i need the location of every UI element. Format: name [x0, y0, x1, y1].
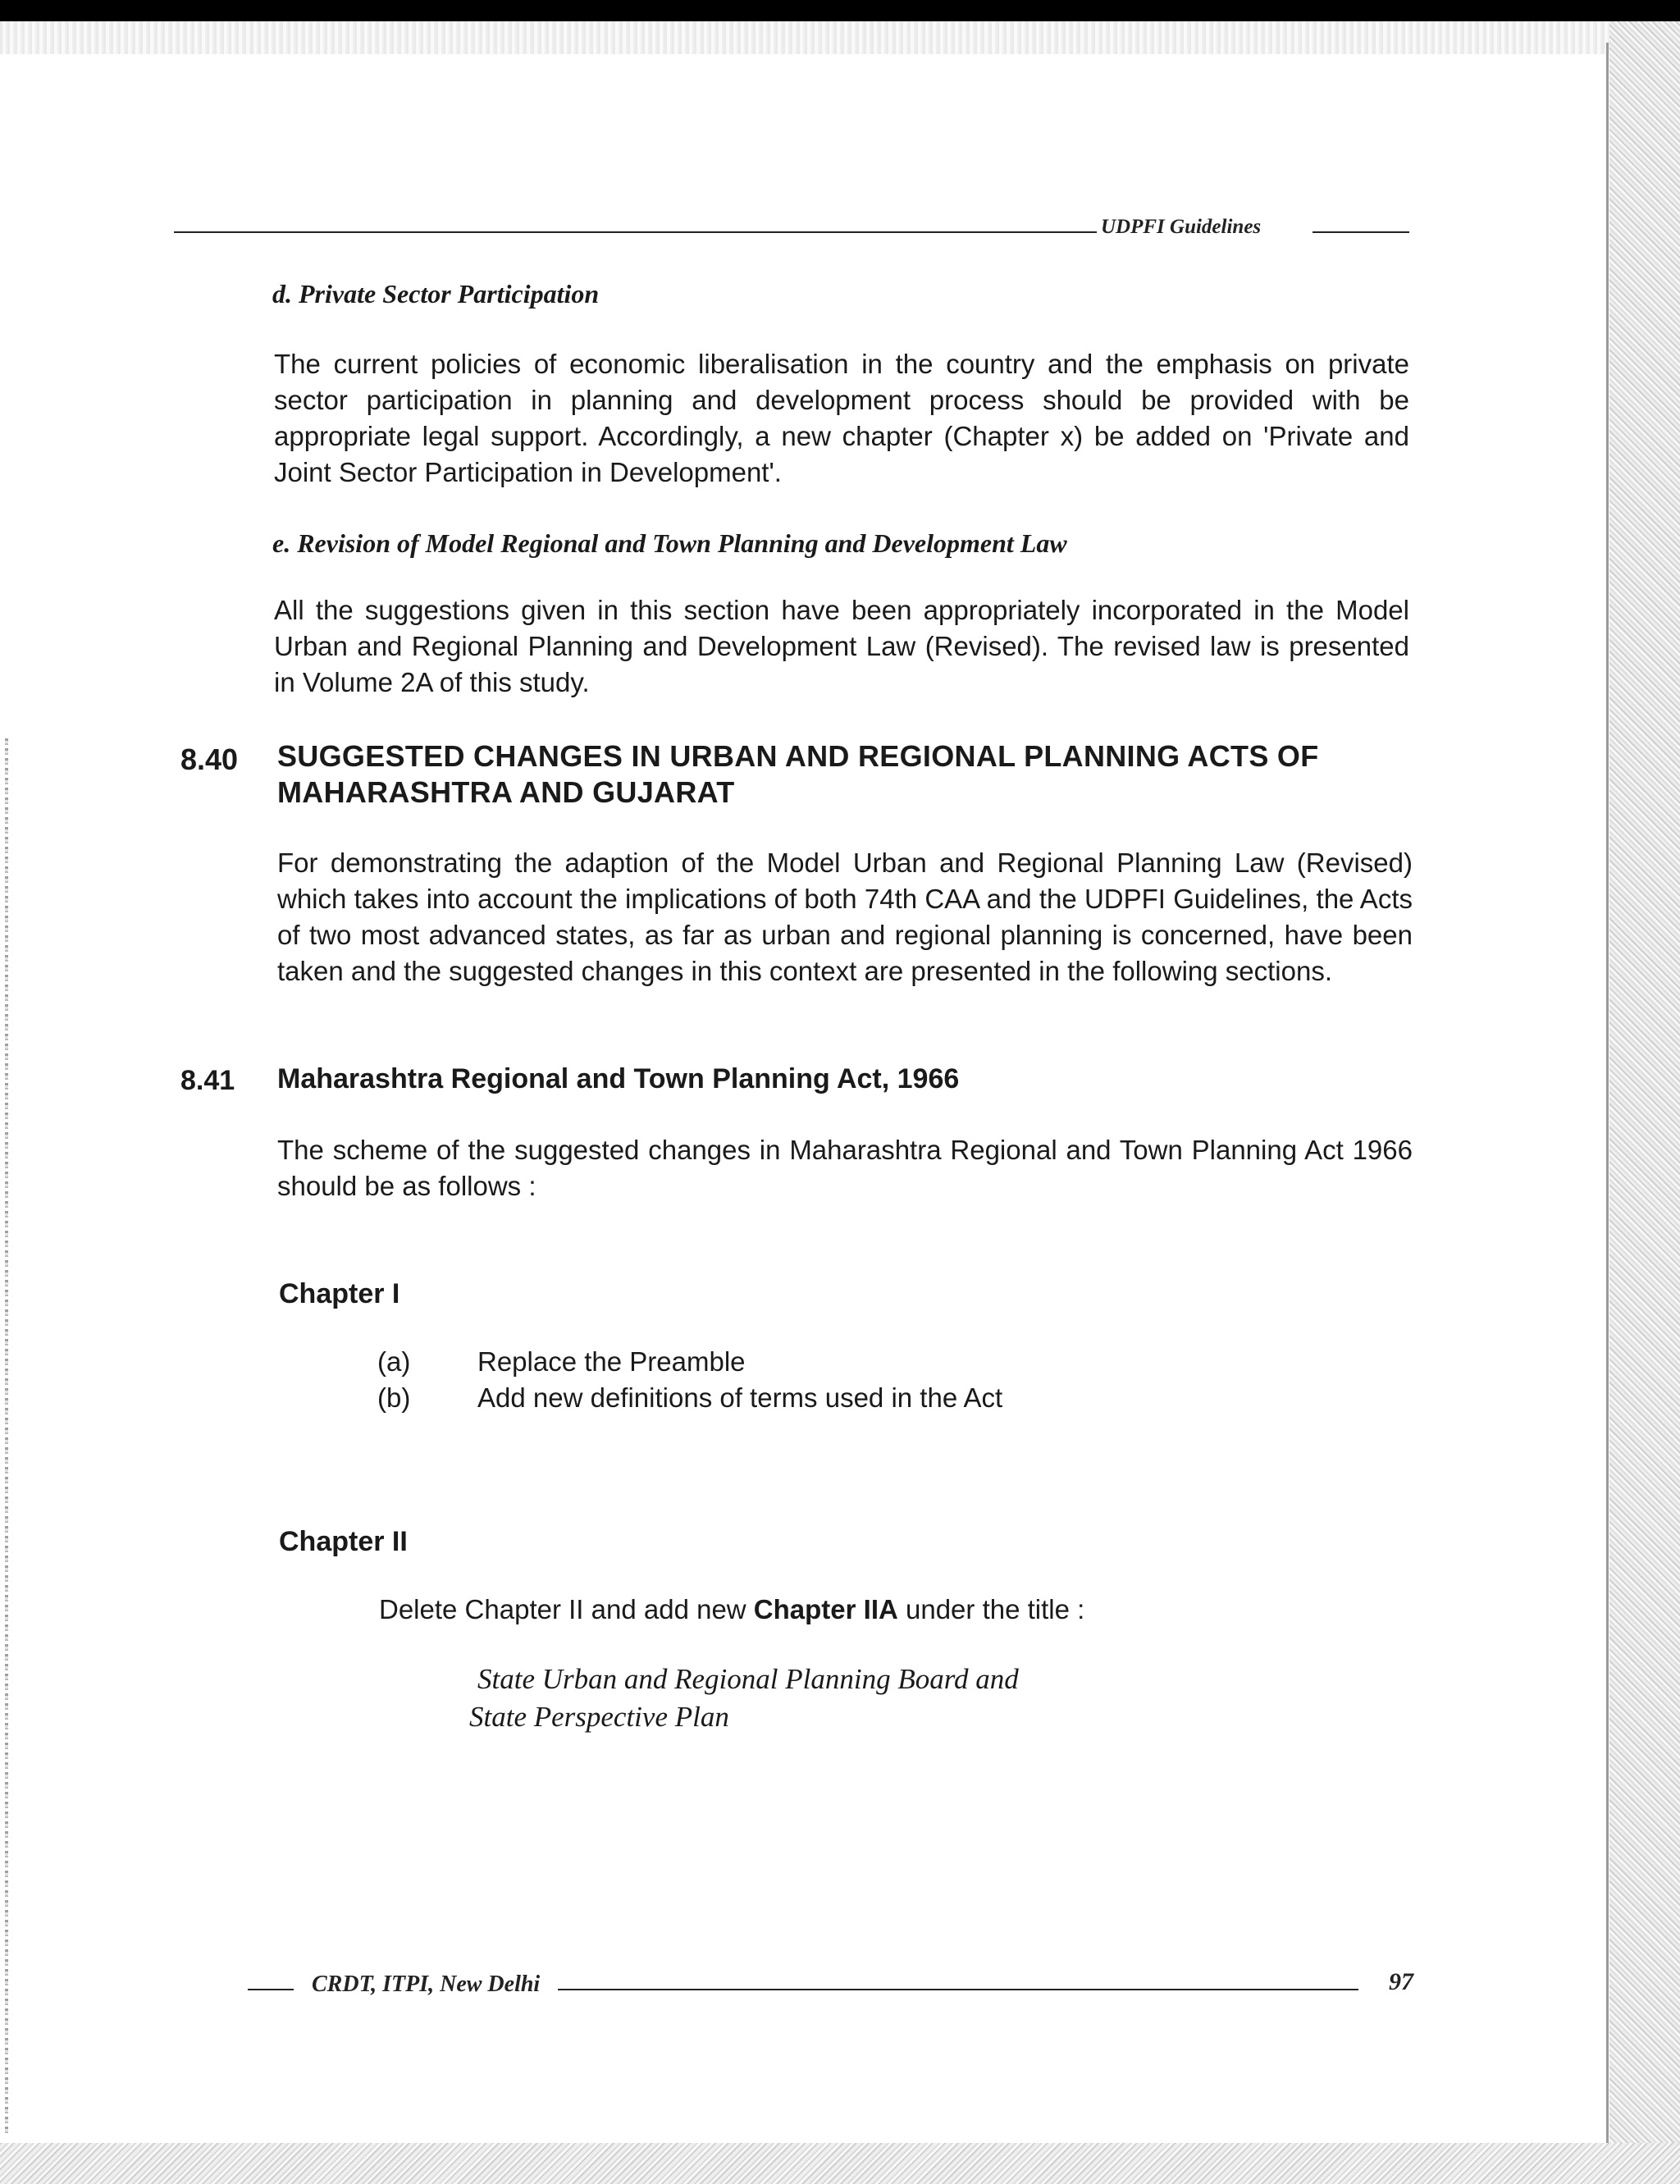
section-841-number: 8.41	[180, 1065, 235, 1096]
scan-top-border	[0, 0, 1680, 21]
chapter-1-item-b-text: Add new definitions of terms used in the Act	[477, 1382, 1003, 1413]
chapter-2-instruction-pre: Delete Chapter II and add new	[379, 1594, 754, 1624]
section-d-body: The current policies of economic liberalisation in the country and the emphasis on private sector participation in planning and development process should be provided with be appropriate legal support. Accordingly, a new chapter (Chapter x) be added on 'Private and Joint Sector Participation in Development'.	[274, 349, 1409, 487]
scan-noise-right	[1609, 21, 1680, 2184]
chapter-2-title-line-2: State Perspective Plan	[469, 1701, 729, 1733]
scan-noise-left	[5, 738, 8, 2133]
section-840-number: 8.40	[180, 742, 239, 776]
section-e-body: All the suggestions given in this section have been appropriately incorporated in the Model Urban and Regional Planning and Development Law (Revised). The revised law is presented in Volume 2A of this study.	[274, 595, 1409, 697]
chapter-2-title-line-1: State Urban and Regional Planning Board and	[477, 1663, 1019, 1695]
section-840-body: For demonstrating the adaption of the Model Urban and Regional Planning Law (Revised) which takes into account the implications of both 74th CAA and the UDPFI Guidelines, the Acts of two most advanced states, as far as urban and regional planning is concerned, have been taken and the suggested changes in this context are presented in the following sections.	[277, 848, 1413, 986]
section-841-title: Maharashtra Regional and Town Planning Act, 1966	[277, 1063, 960, 1094]
footer-publisher: CRDT, ITPI, New Delhi	[312, 1972, 541, 1997]
section-e-heading: e. Revision of Model Regional and Town Planning and Development Law	[272, 528, 1067, 558]
header-running-title: UDPFI Guidelines	[1101, 216, 1262, 238]
header-rule-left	[174, 231, 1097, 233]
chapter-1-heading: Chapter I	[279, 1278, 400, 1309]
chapter-1-item-a-text: Replace the Preamble	[477, 1346, 746, 1377]
header-rule-right	[1312, 231, 1409, 233]
chapter-1-item-a-mark: (a)	[377, 1346, 411, 1377]
chapter-2-instruction-bold: Chapter IIA	[753, 1594, 898, 1624]
page-number: 97	[1389, 1968, 1413, 1995]
section-841-body: The scheme of the suggested changes in Maharashtra Regional and Town Planning Act 1966 should be as follows :	[277, 1135, 1413, 1201]
footer-rule-left	[248, 1989, 294, 1990]
section-d-heading: d. Private Sector Participation	[272, 279, 600, 308]
chapter-1-item-b-mark: (b)	[377, 1382, 411, 1413]
chapter-2-instruction	[379, 1592, 1084, 1628]
page-edge	[1606, 43, 1609, 2143]
footer-rule-right	[558, 1989, 1358, 1990]
scan-noise-bottom	[0, 2143, 1680, 2184]
chapter-2-heading: Chapter II	[279, 1526, 408, 1557]
section-840-title: SUGGESTED CHANGES IN URBAN AND REGIONAL PLANNING ACTS OF MAHARASHTRA AND GUJARAT	[277, 739, 1319, 809]
scan-noise-top	[0, 21, 1680, 54]
chapter-2-instruction-post: under the title :	[897, 1594, 1085, 1624]
